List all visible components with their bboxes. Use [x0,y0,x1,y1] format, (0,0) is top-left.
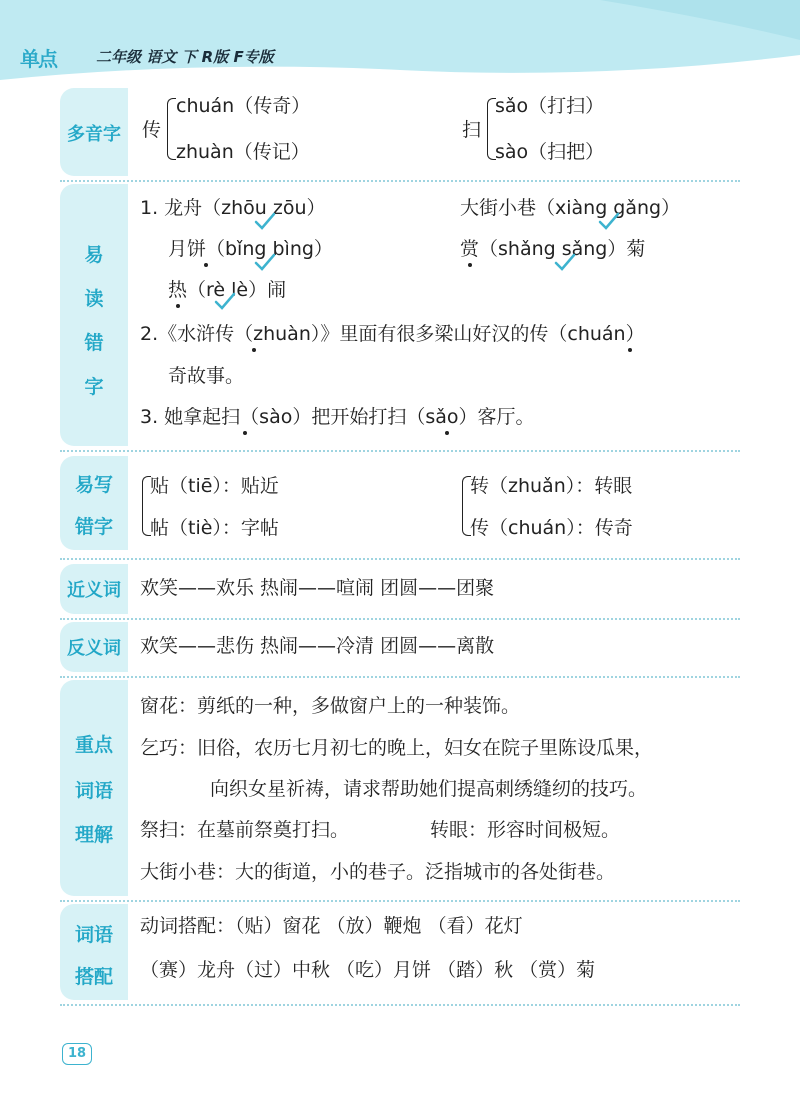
section-label: 重点 词语 理解 [60,680,128,896]
emphasis-dot [252,348,256,352]
text-line: 欢笑——欢乐 热闹——喧闹 团圆——团聚 [140,577,495,599]
text-line: 3. 她拿起扫（sào）把开始打扫（sǎo）客厅。 [140,406,535,428]
emphasis-dot [628,348,632,352]
divider [60,450,740,452]
text-line: 2.《水浒传（zhuàn）》里面有很多梁山好汉的传（chuán） [140,323,645,345]
reading: sǎo（打扫） [495,95,605,117]
reading: zhuàn（传记） [176,141,310,163]
emphasis-dot [243,431,247,435]
text-line: 帖（tiè）：字帖 [150,517,279,539]
brand-logo: 单点 [20,47,56,71]
section-label: 易 读 错 字 [60,184,128,446]
section-label: 近义词 [60,564,128,614]
text-line: 转眼：形容时间极短。 [430,819,621,841]
check-icon [256,214,274,228]
text-line: 月饼（bǐng bìng） [168,238,333,260]
check-icon [216,294,234,308]
emphasis-dot [468,263,472,267]
text-line: 赏（shǎng sǎng）菊 [460,238,646,260]
emphasis-dot [204,263,208,267]
text-line: 大街小巷（xiàng gǎng） [460,197,681,219]
text-line: 大街小巷：大的街道，小的巷子。泛指城市的各处街巷。 [140,861,616,883]
text-line: 乞巧：旧俗，农历七月初七的晚上，妇女在院子里陈设瓜果， [140,737,654,759]
check-icon [600,214,618,228]
text-line: （赛）龙舟（过）中秋 （吃）月饼 （踏）秋 （赏）菊 [140,959,596,981]
divider [60,558,740,560]
text-line: 窗花：剪纸的一种，多做窗户上的一种装饰。 [140,695,521,717]
divider [60,618,740,620]
emphasis-dot [445,431,449,435]
check-icon [556,255,574,269]
text-line: 1. 龙舟（zhōu zōu） [140,197,326,219]
text-line: 传（chuán）：传奇 [470,517,633,539]
text-line: 动词搭配：（贴）窗花 （放）鞭炮 （看）花灯 [140,915,523,937]
check-marks [0,0,800,460]
reading: chuán（传奇） [176,95,311,117]
text-line: 贴（tiē）：贴近 [150,475,279,497]
section-label: 词语 搭配 [60,904,128,1000]
check-icon [256,255,274,269]
section-label: 易写 错字 [60,456,128,550]
text-line: 奇故事。 [168,365,245,387]
book-title: 二年级 语文 下 R版 F专版 [96,48,274,66]
text-line: 向织女星祈祷，请求帮助她们提高刺绣缝纫的技巧。 [210,778,648,800]
section-label: 反义词 [60,622,128,672]
polyphone-char: 扫 [462,119,482,141]
emphasis-dot [176,304,180,308]
divider [60,676,740,678]
text-line: 转（zhuǎn）：转眼 [470,475,633,497]
text-line: 热（rè lè）闹 [168,279,287,301]
polyphone-char: 传 [142,119,162,141]
text-line: 欢笑——悲伤 热闹——冷清 团圆——离散 [140,635,495,657]
text-line: 祭扫：在墓前祭奠打扫。 [140,819,350,841]
section-label: 多音字 [60,88,128,176]
reading: sào（扫把） [495,141,605,163]
divider [60,900,740,902]
divider [60,1004,740,1006]
page-number: 18 [62,1043,92,1065]
